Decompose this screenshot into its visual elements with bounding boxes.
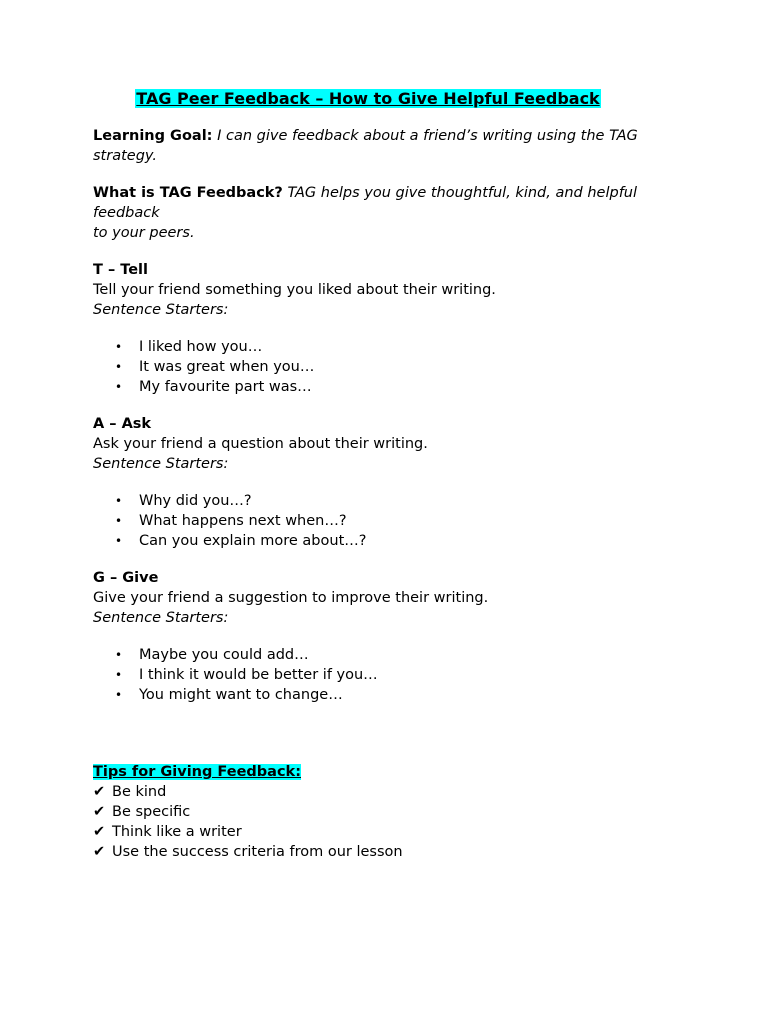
section-heading: T – Tell [93, 262, 148, 278]
document-page [93, 88, 683, 862]
starters-label: Sentence Starters: [93, 610, 229, 626]
section-description: Ask your friend a question about their writing. [93, 436, 428, 452]
section-description: Give your friend a suggestion to improve their writing. [93, 590, 489, 606]
section-description: Tell your friend something you liked about their writing. [93, 282, 496, 298]
check-icon: ✔ [93, 824, 106, 840]
learning-goal-label: Learning Goal: [93, 128, 213, 144]
tips-block [93, 762, 683, 862]
list-item [93, 491, 683, 511]
title-block [73, 88, 663, 110]
section-tell [93, 260, 683, 397]
what-is-text: TAG helps you give thoughtful, kind, and helpful feedback [93, 185, 638, 221]
what-is-text-line2: to your peers. [93, 225, 195, 241]
tips-heading: Tips for Giving Feedback: [93, 764, 301, 780]
list-item [93, 531, 683, 551]
tip-text: Be kind [112, 784, 167, 800]
starters-list [93, 645, 683, 705]
starter-text: My favourite part was… [139, 379, 312, 395]
what-is-label: What is TAG Feedback? [93, 185, 283, 201]
bullet-icon: • [115, 668, 123, 682]
tip-text: Use the success criteria from our lesson [112, 844, 403, 860]
tip-text: Think like a writer [112, 824, 242, 840]
list-item [93, 645, 683, 665]
section-ask [93, 414, 683, 551]
bullet-icon: • [115, 380, 123, 394]
check-icon: ✔ [93, 844, 106, 860]
what-is-tag [93, 183, 683, 243]
tip-item [93, 782, 683, 802]
starter-text: What happens next when…? [139, 513, 347, 529]
starter-text: I liked how you… [139, 339, 263, 355]
list-item [93, 357, 683, 377]
starter-text: Why did you…? [139, 493, 252, 509]
tip-item [93, 822, 683, 842]
bullet-icon: • [115, 514, 123, 528]
bullet-icon: • [115, 360, 123, 374]
tip-text: Be specific [112, 804, 191, 820]
bullet-icon: • [115, 648, 123, 662]
check-icon: ✔ [93, 804, 106, 820]
section-heading: A – Ask [93, 416, 152, 432]
list-item [93, 511, 683, 531]
starter-text: Maybe you could add… [139, 647, 309, 663]
list-item [93, 685, 683, 705]
list-item [93, 337, 683, 357]
starters-list [93, 337, 683, 397]
learning-goal [93, 126, 683, 166]
document-title: TAG Peer Feedback – How to Give Helpful Feedback [136, 89, 600, 108]
list-item [93, 665, 683, 685]
bullet-icon: • [115, 534, 123, 548]
starter-text: I think it would be better if you… [139, 667, 378, 683]
starter-text: Can you explain more about…? [139, 533, 367, 549]
tip-item [93, 842, 683, 862]
starter-text: It was great when you… [139, 359, 315, 375]
starter-text: You might want to change… [139, 687, 343, 703]
bullet-icon: • [115, 688, 123, 702]
learning-goal-text: I can give feedback about a friend’s writing using the TAG strategy. [93, 128, 638, 164]
starters-list [93, 491, 683, 551]
bullet-icon: • [115, 494, 123, 508]
section-give [93, 568, 683, 705]
starters-label: Sentence Starters: [93, 456, 229, 472]
starters-label: Sentence Starters: [93, 302, 229, 318]
list-item [93, 377, 683, 397]
section-heading: G – Give [93, 570, 159, 586]
tip-item [93, 802, 683, 822]
check-icon: ✔ [93, 784, 106, 800]
bullet-icon: • [115, 340, 123, 354]
